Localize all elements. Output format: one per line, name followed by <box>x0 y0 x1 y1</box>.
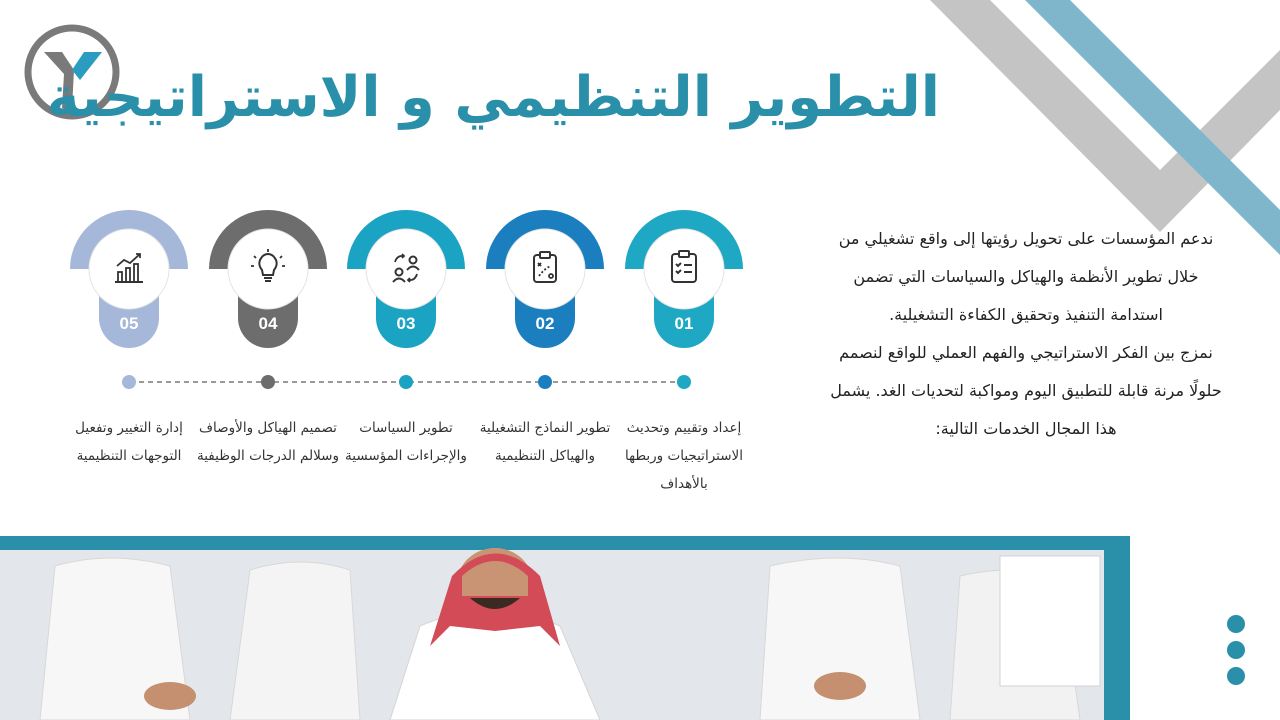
step-label-3: تطوير السياسات والإجراءات المؤسسية <box>345 420 467 464</box>
growth-chart-icon <box>109 248 149 288</box>
step-label-2: تطوير النماذج التشغيلية والهياكل التنظيمية <box>479 420 611 464</box>
timeline-dot-2 <box>538 375 552 389</box>
step-1 <box>625 210 743 360</box>
people-exchange-icon <box>386 248 426 288</box>
pagination-dots[interactable] <box>1227 615 1247 685</box>
timeline-dot-1 <box>677 375 691 389</box>
step-number: 01 <box>674 314 694 333</box>
team-photo <box>0 536 1130 720</box>
page-title: التطوير التنظيمي و الاستراتيجية <box>46 65 940 130</box>
dot-1[interactable] <box>1227 615 1245 633</box>
strategy-board-icon <box>525 248 565 288</box>
dot-3[interactable] <box>1227 667 1245 685</box>
intro-paragraph-1: ندعم المؤسسات على تحويل رؤيتها إلى واقع تشغيلي من خلال تطوير الأنظمة والهياكل والسياسات التي تضمن استدامة التنفيذ وتحقيق الكفاءة التشغيلية. <box>838 229 1214 324</box>
timeline-dot-3 <box>399 375 413 389</box>
step-label-4: تصميم الهياكل والأوصاف وسلالم الدرجات الوظيفية <box>196 420 339 464</box>
intro-text <box>826 220 1226 448</box>
step-label-1: إعداد وتقييم وتحديث الاستراتيجيات وربطها بالأهداف <box>625 420 743 492</box>
step-number: 05 <box>119 314 139 333</box>
timeline-dot-5 <box>122 375 136 389</box>
dot-2[interactable] <box>1227 641 1245 659</box>
step-number: 02 <box>535 314 555 333</box>
step-3 <box>347 210 465 360</box>
step-5 <box>70 210 188 360</box>
checklist-icon <box>664 248 704 288</box>
timeline <box>110 372 710 392</box>
step-number: 04 <box>258 314 278 333</box>
step-label-5: إدارة التغيير وتفعيل التوجهات التنظيمية <box>75 420 183 464</box>
intro-paragraph-2: نمزج بين الفكر الاستراتيجي والفهم العملي للواقع لنصمم حلولًا مرنة قابلة للتطبيق اليوم ومواكبة لتحديات الغد. يشمل هذا المجال الخدمات التالية: <box>830 343 1222 438</box>
step-2 <box>486 210 604 360</box>
lightbulb-icon <box>248 248 288 288</box>
step-4 <box>209 210 327 360</box>
step-number: 03 <box>396 314 416 333</box>
timeline-dot-4 <box>261 375 275 389</box>
